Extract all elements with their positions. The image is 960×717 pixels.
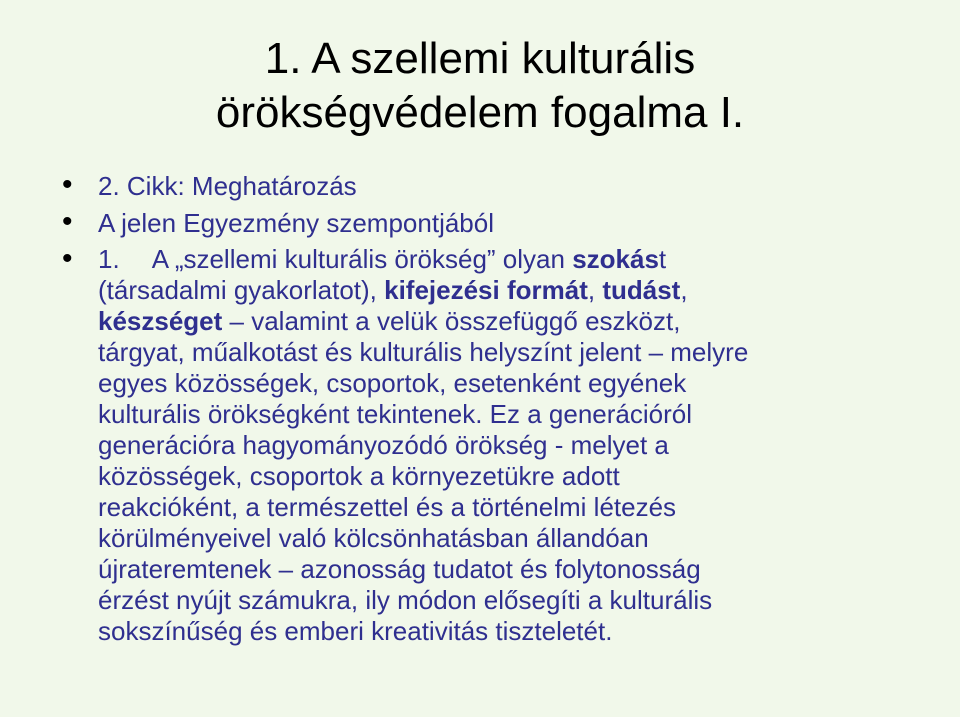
- paragraph-text: ,: [680, 275, 688, 305]
- paragraph-text: reakcióként, a természettel és a történelmi létezés: [98, 492, 677, 522]
- bullet-dot-icon: •: [62, 242, 73, 275]
- emphasized-term: készséget: [98, 306, 223, 336]
- paragraph-text: generációra hagyományozódó örökség - melyet a: [98, 430, 669, 460]
- paragraph-text: sokszínűség és emberi kreativitás tiszteletét.: [98, 616, 613, 646]
- list-item-text: 2. Cikk: Meghatározás: [98, 171, 357, 201]
- paragraph-line: [98, 399, 898, 430]
- emphasized-term: tudást: [602, 275, 681, 305]
- paragraph-text: ,: [587, 275, 603, 305]
- list-item-text: A jelen Egyezmény szempontjából: [98, 208, 495, 238]
- paragraph-line: [98, 368, 898, 399]
- definition-paragraph: [98, 244, 898, 647]
- paragraph-line: [98, 337, 898, 368]
- emphasized-term: szokás: [572, 244, 659, 274]
- paragraph-text: tárgyat, műalkotást és kulturális helyszínt jelent – melyre: [98, 337, 749, 367]
- paragraph-line: [98, 306, 898, 337]
- paragraph-line: [98, 554, 898, 585]
- paragraph-line: [98, 244, 898, 275]
- bullet-dot-icon: •: [62, 205, 73, 238]
- emphasized-term: kifejezési formát: [384, 275, 588, 305]
- slide-title: [0, 32, 960, 140]
- paragraph-line: [98, 430, 898, 461]
- slide-title-line-1: 1. A szellemi kulturális: [264, 34, 696, 83]
- definition-number: 1.: [98, 244, 120, 274]
- slide-title-line-2: örökségvédelem fogalma I.: [215, 88, 745, 137]
- paragraph-text: érzést nyújt számukra, ily módon elősegíti a kulturális: [98, 585, 713, 615]
- paragraph-text: kulturális örökségként tekintenek. Ez a generációról: [98, 399, 692, 429]
- bullet-dot-icon: •: [62, 168, 73, 201]
- paragraph-text: (társadalmi gyakorlatot),: [98, 275, 385, 305]
- paragraph-line: [98, 585, 898, 616]
- paragraph-line: [98, 275, 898, 306]
- paragraph-text: t: [658, 244, 667, 274]
- paragraph-line: [98, 492, 898, 523]
- paragraph-line: [98, 523, 898, 554]
- paragraph-line: [98, 461, 898, 492]
- paragraph-text: közösségek, csoportok a környezetükre adott: [98, 461, 620, 491]
- paragraph-text: – valamint a velük összefüggő eszközt,: [222, 306, 681, 336]
- paragraph-text: A „szellemi kulturális örökség” olyan: [151, 244, 573, 274]
- paragraph-text: újrateremtenek – azonosság tudatot és folytonosság: [98, 554, 701, 584]
- paragraph-line: [98, 616, 898, 647]
- paragraph-text: körülményeivel való kölcsönhatásban állandóan: [98, 523, 649, 553]
- paragraph-text: egyes közösségek, csoportok, esetenként egyének: [98, 368, 687, 398]
